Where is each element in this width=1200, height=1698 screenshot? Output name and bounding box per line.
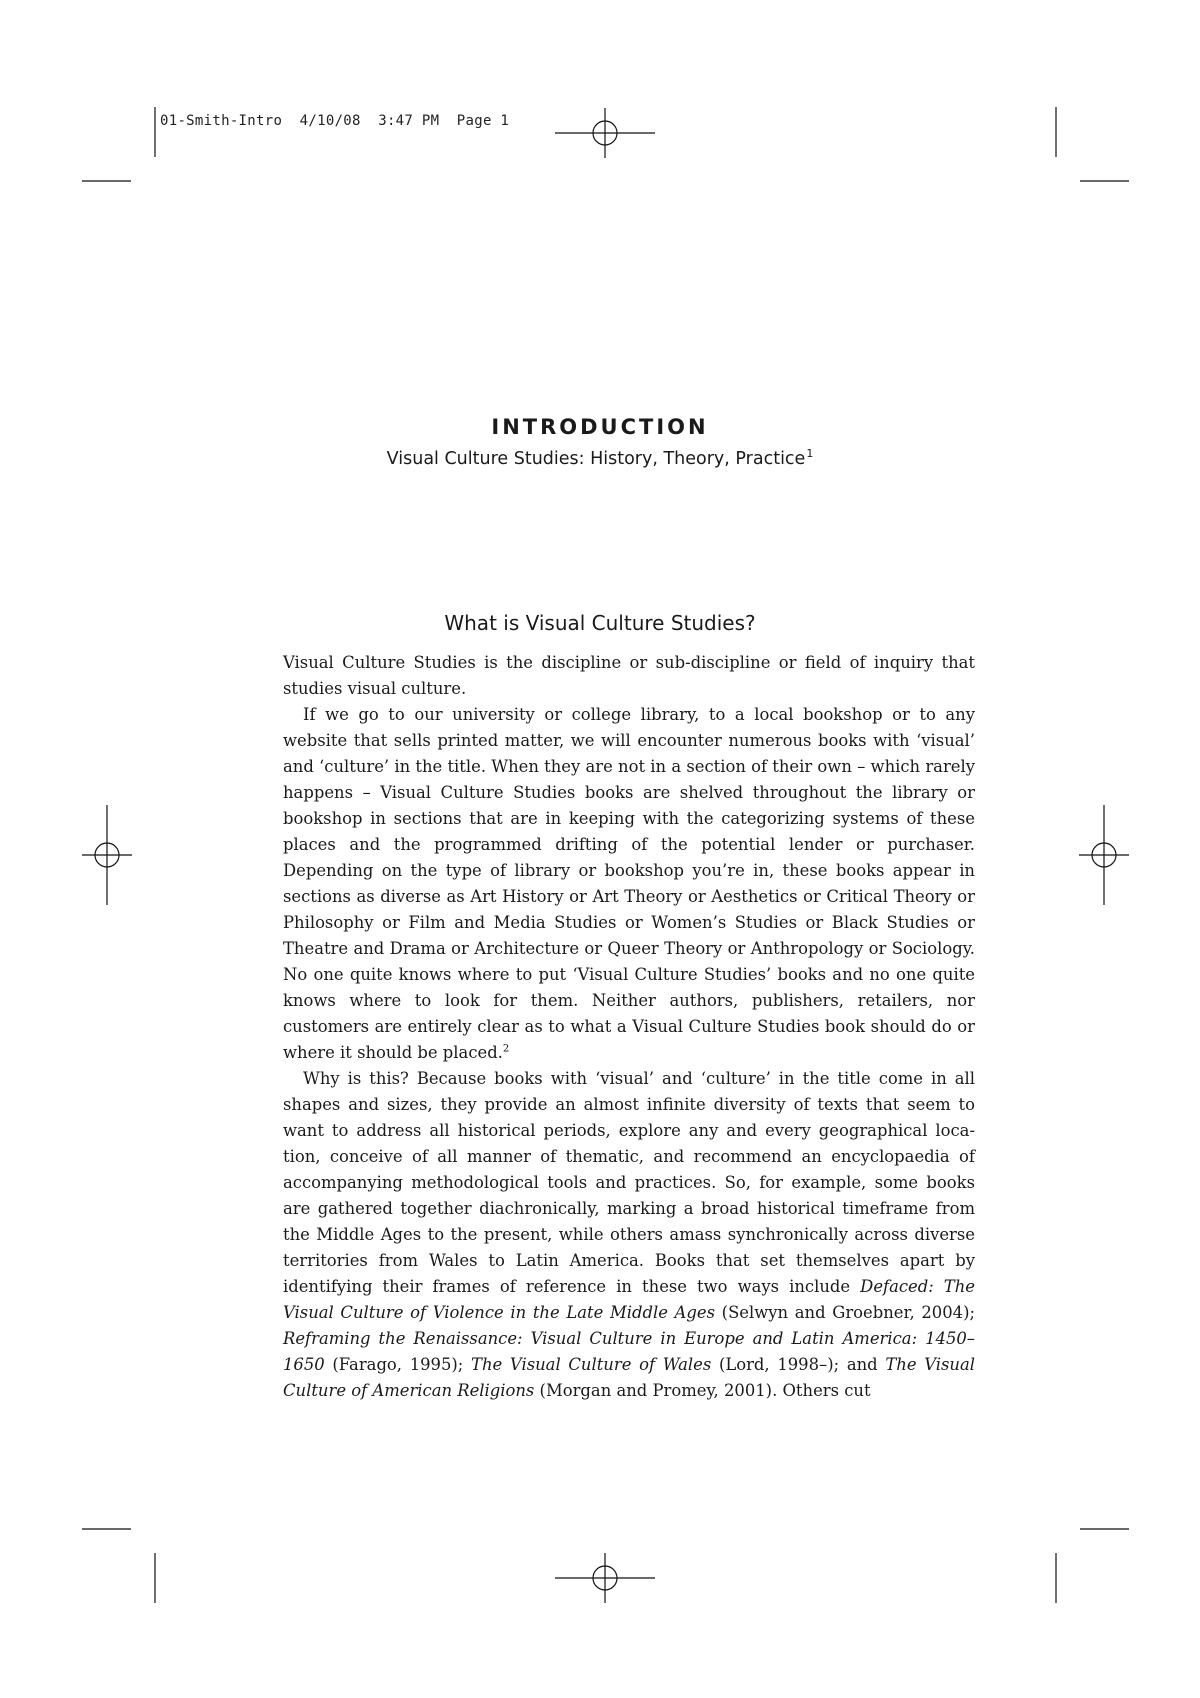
book-title: The Visual Culture of American Religions — [283, 1355, 975, 1400]
footnote-marker: 1 — [806, 447, 814, 460]
paragraph-text: If we go to our university or college library, to a local bookshop or to any website that sells printed matter, we will encounter numerous books with ‘visual’ and ‘culture’ in the title. When they are not in a section of their own – which rarely happens – Visual Culture Studies books are shelved throughout the library or bookshop in sections that are in keeping with the categorizing systems of these places and the programmed drifting of the potential lender or purchaser. Depending on the type of library or bookshop you’re in, these books appear in sections as diverse as Art History or Art Theory or Aesthetics or Critical Theory or Philosophy or Film and Media Studies or Women’s Studies or Black Studies or Theatre and Drama or Architecture or Queer Theory or Anthropology or Sociology. No one quite knows where to put ‘Visual Culture Studies’ books and no one quite knows where to look for them. Neither authors, publishers, retailers, nor customers are entirely clear as to what a Visual Culture Studies book should do or where it should be placed. — [283, 705, 975, 1062]
registration-mark-left — [82, 805, 132, 905]
chapter-label: INTRODUCTION — [491, 415, 709, 439]
printer-slug-line: 01-Smith-Intro 4/10/08 3:47 PM Page 1 — [160, 113, 510, 129]
paragraph-text: Why is this? Because books with ‘visual’ and ‘culture’ in the title come in all shapes and sizes, they provide an almost infinite diversity of texts that seem to want to address all historical periods, explore any and every geographical location, conceive of all manner of thematic, and recommend an encyclopaedia of accompanying methodological tools and practices. So, for example, some books are gathered together diachronically, marking a broad historical timeframe from the Middle Ages to the present, while others amass synchronically across diverse territories from Wales to Latin America. Books that set themselves apart by identifying their frames of reference in these two ways include — [283, 1069, 975, 1296]
section-heading: What is Visual Culture Studies? — [444, 611, 756, 635]
paragraph-text: (Lord, 1998–); and — [711, 1355, 886, 1374]
paragraph — [283, 1066, 975, 1404]
registration-mark-right — [1079, 805, 1129, 905]
registration-mark-top — [555, 108, 655, 158]
paragraph-text: (Selwyn and Groebner, 2004); — [715, 1303, 975, 1322]
footnote-marker: 2 — [502, 1043, 510, 1055]
registration-mark-bottom — [555, 1553, 655, 1603]
book-title: The Visual Culture of Wales — [471, 1355, 712, 1374]
book-title: Defaced: The Visual Culture of Violence in the Late Middle Ages — [283, 1277, 975, 1322]
paragraph — [283, 702, 975, 1066]
chapter-subtitle-text: Visual Culture Studies: History, Theory, Practice — [386, 449, 806, 469]
paragraph: Visual Culture Studies is the discipline or sub-discipline or field of inquiry that studies visual culture. — [283, 653, 975, 698]
body-text — [283, 650, 975, 1404]
book-title: Reframing the Renaissance: Visual Culture in Europe and Latin America: 1450–1650 — [283, 1329, 975, 1374]
paragraph-text: (Morgan and Promey, 2001). Others cut — [534, 1381, 871, 1400]
chapter-subtitle — [0, 449, 1200, 469]
paragraph-text: (Farago, 1995); — [324, 1355, 472, 1374]
